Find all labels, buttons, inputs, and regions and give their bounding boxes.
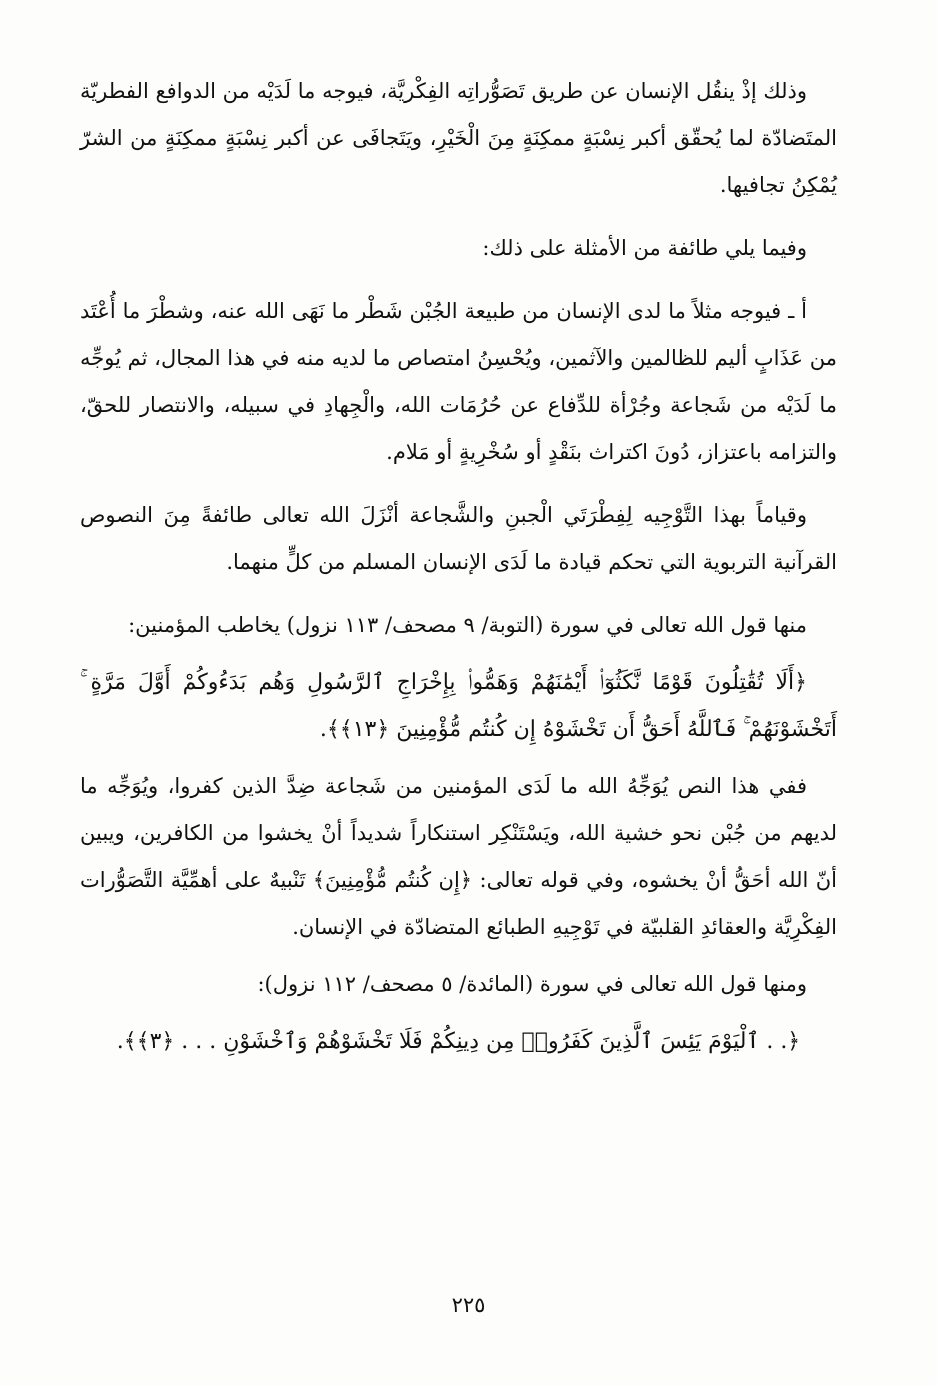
paragraph-commentary: ففي هذا النص يُوَجِّهُ الله ما لَدَى المؤمنين من شَجاعة ضِدَّ الذين كفروا، ويُوَجِّه ما لديهم من جُبْن نحو خشية الله، ويَسْتَنْكِر استنكاراً شديداً أنْ يخشوا من الكافرين، ويبين أنّ الله أحَقُّ أنْ يخشوه، وفي قوله تعالى: ﴿إِن كُنتُم مُّؤْمِنِينَ﴾ تَنْبيهٌ على أهمِّيَّة التَّصَوُّرات الفِكْرِيَّة والعقائدِ القلبيّة في تَوْجِيهِ الطبائع المتضادّة في الإنسان. xyxy=(80,774,837,939)
paragraph-intro: وذلك إذْ ينقُل الإنسان عن طريق تَصَوُّراتِه الفِكْريَّة، فيوجه ما لَدَيْه من الدوافع الفطريّة المتَضادّة لما يُحقّق أكبر نِسْبَةٍ ممكِنَةٍ مِنَ الْخَيْرِ، ويَتَجافَى عن أكبر نِسْبَةٍ ممكِنَةٍ من الشرّ يُمْكِنُ تجافيها. xyxy=(80,79,837,197)
page-number: ٢٢٥ xyxy=(451,1293,486,1317)
quran-verse-tawba: ﴿أَلَا تُقَٰتِلُونَ قَوْمًا نَّكَثُوٓا۟ أَيْمَٰنَهُمْ وَهَمُّوا۟ بِإِخْرَاجِ ٱلرَّسُولِ وَهُم بَدَءُوكُمْ أَوَّلَ مَرَّةٍ ۚ أَتَخْشَوْنَهُمْ ۚ فَٱللَّهُ أَحَقُّ أَن تَخْشَوْهُ إِن كُنتُم مُّؤْمِنِينَ ﴿١٣﴾﴾. xyxy=(80,670,837,742)
paragraph-maida-intro: ومنها قول الله تعالى في سورة (المائدة/ ٥ مصحف/ ١١٢ نزول): xyxy=(257,972,807,996)
paragraph-tawba-intro: منها قول الله تعالى في سورة (التوبة/ ٩ مصحف/ ١١٣ نزول) يخاطب المؤمنين: xyxy=(128,613,807,637)
paragraph-example-a: أ ـ فيوجه مثلاً ما لدى الإنسان من طبيعة الجُبْن شَطْر ما نَهَى الله عنه، وشطْرَ ما أُعْتَد من عَذَابٍ أليم للظالمين والآثمين، ويُحْسِنُ امتصاص ما لديه منه في هذا المجال، ثم يُوجِّه ما لَدَيْه من شَجاعة وجُرْأة للدِّفاع عن حُرُمَات الله، والْجِهادِ في سبيله، والانتصار للحقّ، والتزامه باعتزاز، دُونَ اكتراث بنَقْدٍ أو سُخْرِيةٍ أو مَلام. xyxy=(80,299,837,464)
paragraph-guidance: وقياماً بهذا التَّوْجِيه لِفِطْرَتَي الْجبنِ والشَّجاعة أنْزَلَ الله تعالى طائفةً مِنَ النصوص القرآنية التربوية التي تحكم قيادة ما لَدَى الإنسان المسلم من كلٍّ منهما. xyxy=(80,503,837,574)
paragraph-examples-lead: وفيما يلي طائفة من الأمثلة على ذلك: xyxy=(482,236,807,260)
page-body xyxy=(80,68,837,1065)
quran-verse-maida: ﴿. . ٱلْيَوْمَ يَئِسَ ٱلَّذِينَ كَفَرُوا۟ مِن دِينِكُمْ فَلَا تَخْشَوْهُمْ وَٱخْشَوْنِ . . . ﴿٣﴾﴾. xyxy=(116,1029,801,1054)
